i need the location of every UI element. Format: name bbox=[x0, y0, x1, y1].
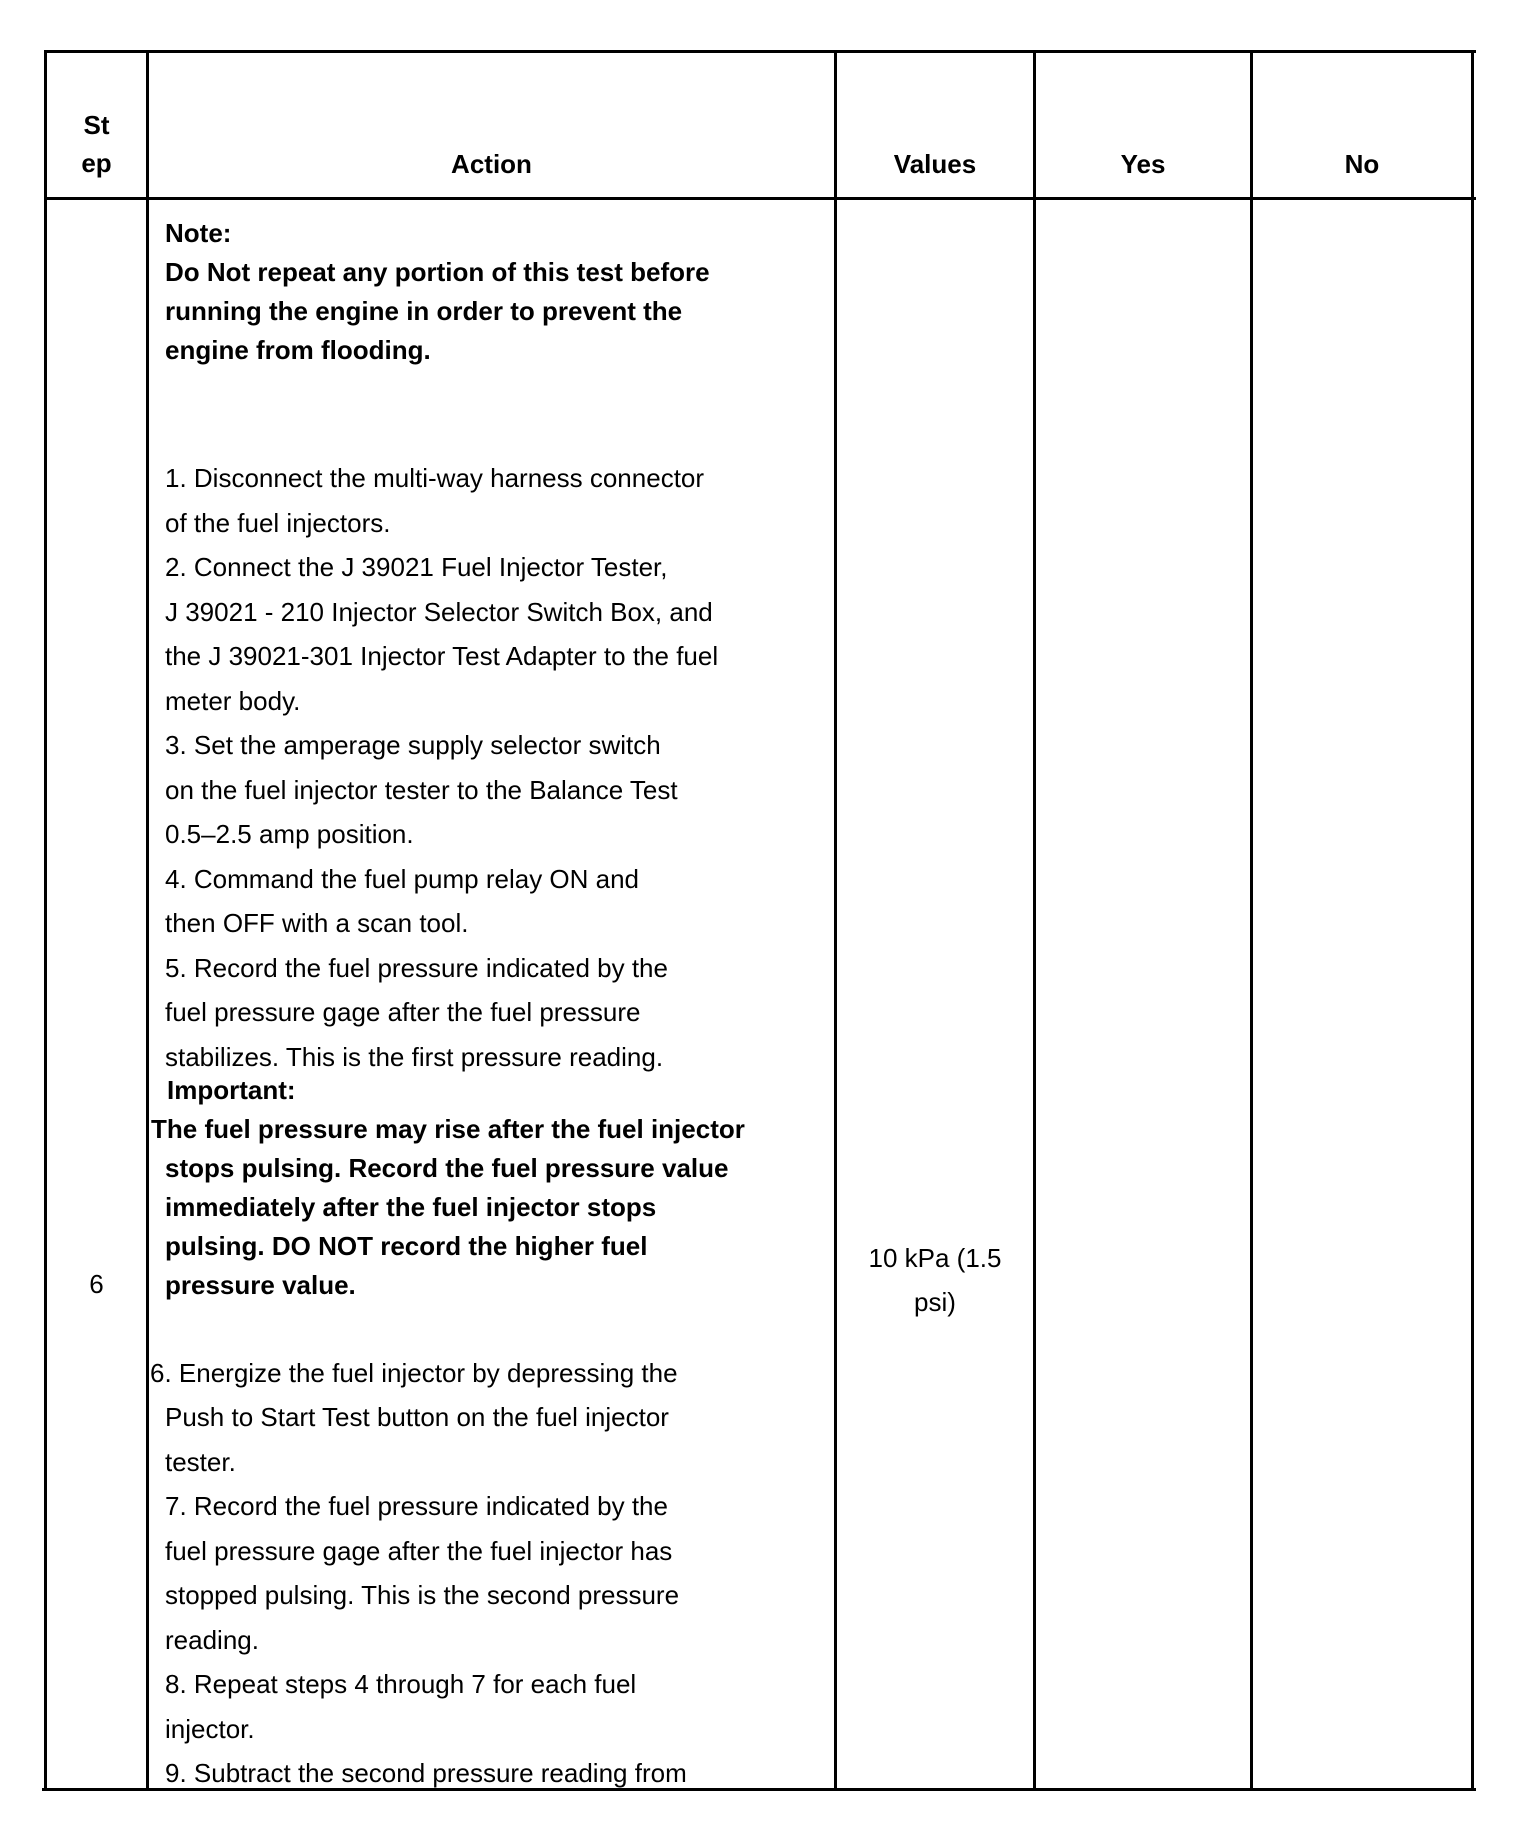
col-border-values bbox=[1033, 50, 1036, 1791]
header-yes: Yes bbox=[1120, 149, 1166, 179]
header-action: Action bbox=[451, 149, 532, 179]
col-border-yes bbox=[1250, 50, 1253, 1791]
step-line: 2. Connect the J 39021 Fuel Injector Tester, bbox=[165, 552, 668, 582]
header-no: No bbox=[1344, 149, 1380, 179]
step-line: fuel pressure gage after the fuel injector has bbox=[165, 1535, 673, 1566]
important-line: immediately after the fuel injector stops bbox=[165, 1192, 657, 1222]
important-line: pressure value. bbox=[165, 1270, 356, 1300]
note-title: Note: bbox=[165, 218, 232, 248]
note-line: running the engine in order to prevent the bbox=[165, 296, 683, 326]
important-line: stops pulsing. Record the fuel pressure value bbox=[165, 1153, 729, 1183]
step-number: 6 bbox=[89, 1269, 104, 1299]
col-border-action bbox=[834, 50, 837, 1791]
step-line: reading. bbox=[165, 1624, 259, 1655]
header-step-line2: ep bbox=[81, 148, 112, 178]
header-step bbox=[47, 106, 146, 182]
step-line: 7. Record the fuel pressure indicated by the bbox=[165, 1491, 668, 1521]
step-line: the J 39021-301 Injector Test Adapter to the fuel bbox=[165, 641, 719, 671]
note-line: Do Not repeat any portion of this test before bbox=[165, 257, 710, 287]
col-border-step bbox=[146, 50, 149, 1791]
step-line: 3. Set the amperage supply selector switch bbox=[165, 730, 661, 760]
step-line: 4. Command the fuel pump relay ON and bbox=[165, 863, 640, 894]
note-line: engine from flooding. bbox=[165, 335, 431, 365]
step-line: 0.5–2.5 amp position. bbox=[165, 819, 414, 849]
step-line: then OFF with a scan tool. bbox=[165, 908, 469, 938]
step-line: 9. Subtract the second pressure reading from bbox=[165, 1758, 687, 1788]
step6-first-line: 6. Energize the fuel injector by depressing the bbox=[150, 1358, 678, 1388]
step-line: Push to Start Test button on the fuel injector bbox=[165, 1402, 669, 1432]
header-values: Values bbox=[893, 149, 977, 179]
step-line: fuel pressure gage after the fuel pressure bbox=[165, 997, 641, 1027]
value-line2: psi) bbox=[914, 1287, 956, 1317]
step-line: 8. Repeat steps 4 through 7 for each fuel bbox=[165, 1669, 637, 1699]
step-line: meter body. bbox=[165, 685, 301, 716]
table-top-border bbox=[44, 50, 1476, 53]
value-cell bbox=[837, 1236, 1033, 1324]
step-line: 5. Record the fuel pressure indicated by the bbox=[165, 952, 668, 983]
header-step-line1: St bbox=[83, 110, 110, 140]
step-line: stopped pulsing. This is the second pressure bbox=[165, 1580, 680, 1610]
step-line: 1. Disconnect the multi-way harness connector bbox=[165, 463, 705, 493]
steps-list-b bbox=[165, 1395, 687, 1796]
step-line: tester. bbox=[165, 1446, 236, 1477]
col-border-right bbox=[1471, 50, 1474, 1791]
step-line: stabilizes. This is the first pressure reading. bbox=[165, 1041, 664, 1072]
important-title: Important: bbox=[167, 1075, 296, 1105]
col-border-left bbox=[44, 50, 47, 1791]
step-line: on the fuel injector tester to the Balance Test bbox=[165, 774, 678, 805]
step-line: of the fuel injectors. bbox=[165, 507, 391, 538]
value-line1: 10 kPa (1.5 bbox=[868, 1243, 1002, 1273]
step-line: injector. bbox=[165, 1713, 255, 1744]
important-first-line: The fuel pressure may rise after the fuel injector bbox=[151, 1114, 745, 1144]
step-line: J 39021 - 210 Injector Selector Switch Box, and bbox=[165, 596, 713, 627]
important-line: pulsing. DO NOT record the higher fuel bbox=[165, 1231, 648, 1261]
header-bottom-border bbox=[44, 197, 1476, 200]
important-block bbox=[165, 1149, 728, 1305]
steps-list-a bbox=[165, 456, 718, 1079]
note-block bbox=[165, 214, 710, 370]
